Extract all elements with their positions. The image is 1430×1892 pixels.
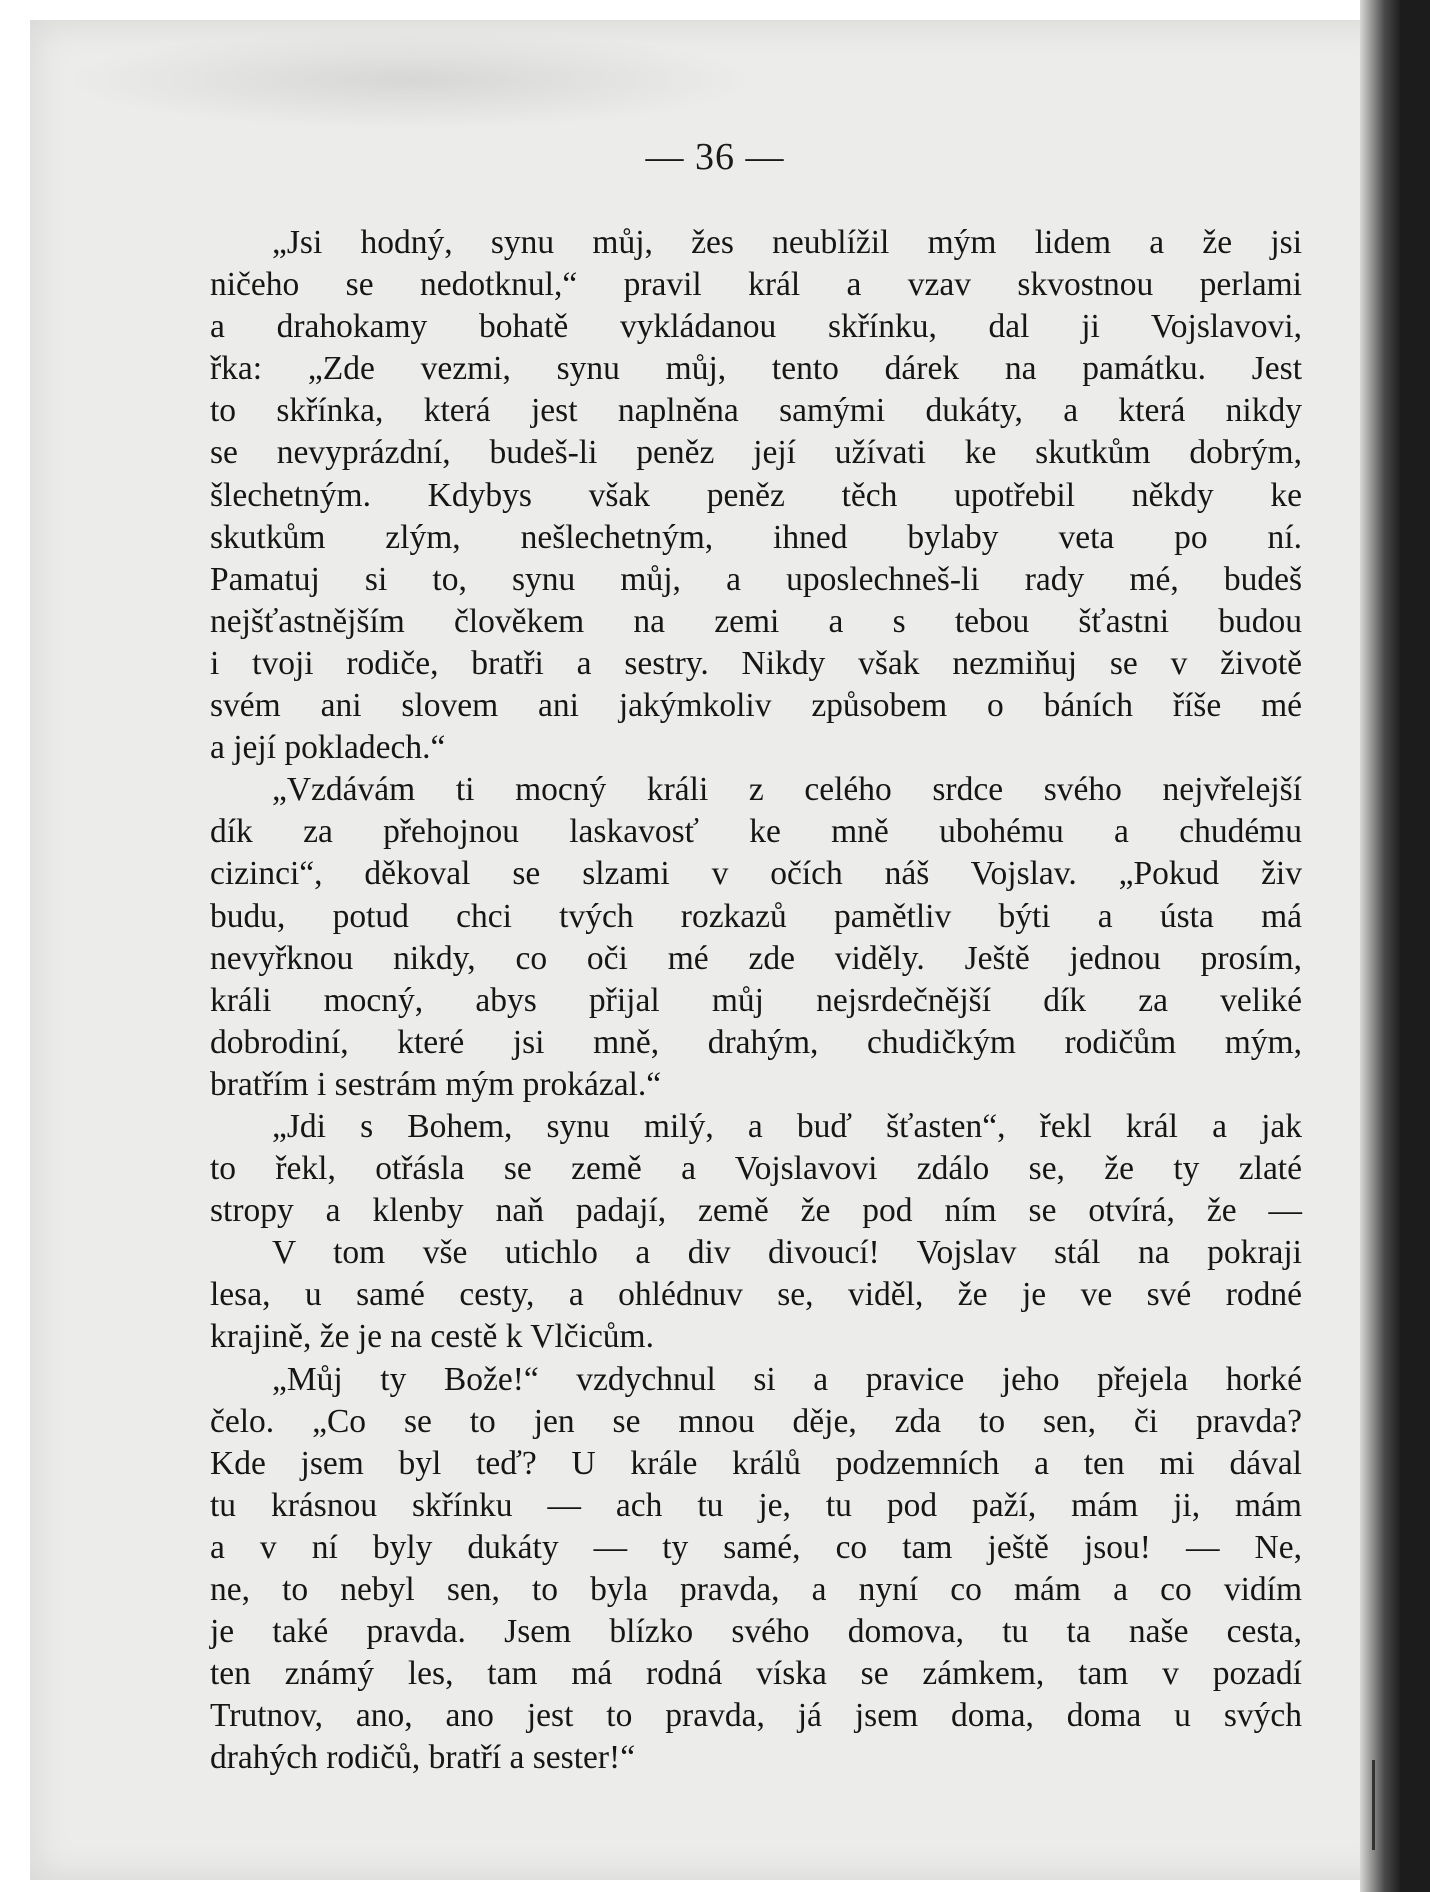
text-line: Pamatuj si to, synu můj, a uposlechneš-li rady mé, budeš xyxy=(210,560,1302,598)
text-line: drahých rodičů, bratří a sester!“ xyxy=(210,1739,636,1777)
text-line: krajině, že je na cestě k Vlčicům. xyxy=(210,1318,654,1356)
text-line: ten známý les, tam má rodná víska se zámkem, tam v pozadí xyxy=(210,1655,1302,1693)
text-line: čelo. „Co se to jen se mnou děje, zda to sen, či pravda? xyxy=(210,1402,1302,1440)
text-line: nejšťastnějším člověkem na zemi a s tebou šťastni budou xyxy=(210,602,1302,640)
text-line: se nevyprázdní, budeš-li peněz její užívati ke skutkům dobrým, xyxy=(210,434,1302,472)
text-line: Kde jsem byl teď? U krále králů podzemních a ten mi dával xyxy=(210,1444,1302,1482)
text-line: a drahokamy bohatě vykládanou skřínku, dal ji Vojslavovi, xyxy=(210,308,1302,346)
print-smudge xyxy=(60,30,760,130)
page-number: — 36 — xyxy=(645,136,785,178)
text-line: budu, potud chci tvých rozkazů pamětliv býti a ústa má xyxy=(210,897,1302,935)
text-line: bratřím i sestrám mým prokázal.“ xyxy=(210,1065,662,1103)
text-line: řka: „Zde vezmi, synu můj, tento dárek na památku. Jest xyxy=(210,350,1302,388)
text-line: V tom vše utichlo a div divoucí! Vojslav stál na pokraji xyxy=(272,1234,1302,1272)
text-line: stropy a klenby naň padají, země že pod ním se otvírá, že — xyxy=(210,1192,1302,1230)
text-line: ne, to nebyl sen, to byla pravda, a nyní co mám a co vidím xyxy=(210,1571,1302,1608)
text-line: i tvoji rodiče, bratři a sestry. Nikdy však nezmiňuj se v životě xyxy=(210,644,1302,682)
text-line: šlechetným. Kdybys však peněz těch upotřebil někdy ke xyxy=(210,476,1302,514)
text-line: tu krásnou skřínku — ach tu je, tu pod paží, mám ji, mám xyxy=(210,1486,1302,1524)
text-line: a v ní byly dukáty — ty samé, co tam ještě jsou! — Ne, xyxy=(210,1528,1302,1566)
text-line: dobrodiní, které jsi mně, drahým, chudičkým rodičům mým, xyxy=(210,1023,1302,1061)
text-line: ničeho se nedotknul,“ pravil král a vzav skvostnou perlami xyxy=(210,266,1302,304)
text-line: svém ani slovem ani jakýmkoliv způsobem o báních říše mé xyxy=(210,687,1302,725)
text-line: to skřínka, která jest naplněna samými dukáty, a která nikdy xyxy=(210,392,1302,430)
text-line: Trutnov, ano, ano jest to pravda, já jsem doma, doma u svých xyxy=(210,1697,1302,1735)
text-line: to řekl, otřásla se země a Vojslavovi zdálo se, že ty zlaté xyxy=(210,1150,1302,1188)
text-line: je také pravda. Jsem blízko svého domova, tu ta naše cesta, xyxy=(210,1613,1302,1651)
text-line: nevyřknou nikdy, co oči mé zde viděly. Ještě jednou prosím, xyxy=(210,939,1302,977)
text-line: lesa, u samé cesty, a ohlédnuv se, viděl, že je ve své rodné xyxy=(210,1276,1302,1314)
text-line: dík za přehojnou laskavosť ke mně ubohému a chudému xyxy=(210,813,1302,851)
text-line: cizinci“, děkoval se slzami v očích náš Vojslav. „Pokud živ xyxy=(210,855,1302,893)
scan-border xyxy=(1400,0,1430,1892)
text-line: „Vzdávám ti mocný králi z celého srdce svého nejvřelejší xyxy=(272,771,1302,809)
text-line: králi mocný, abys přijal můj nejsrdečnější dík za veliké xyxy=(210,981,1302,1019)
margin-mark xyxy=(1372,1760,1375,1850)
text-line: „Jdi s Bohem, synu milý, a buď šťasten“, řekl král a jak xyxy=(272,1107,1302,1145)
text-line: „Můj ty Bože!“ vzdychnul si a pravice jeho přejela horké xyxy=(272,1360,1302,1398)
text-line: a její pokladech.“ xyxy=(210,729,446,767)
text-line: skutkům zlým, nešlechetným, ihned bylaby veta po ní. xyxy=(210,518,1302,556)
text-line: „Jsi hodný, synu můj, žes neublížil mým lidem a že jsi xyxy=(272,224,1302,261)
body-text xyxy=(210,222,1302,1779)
